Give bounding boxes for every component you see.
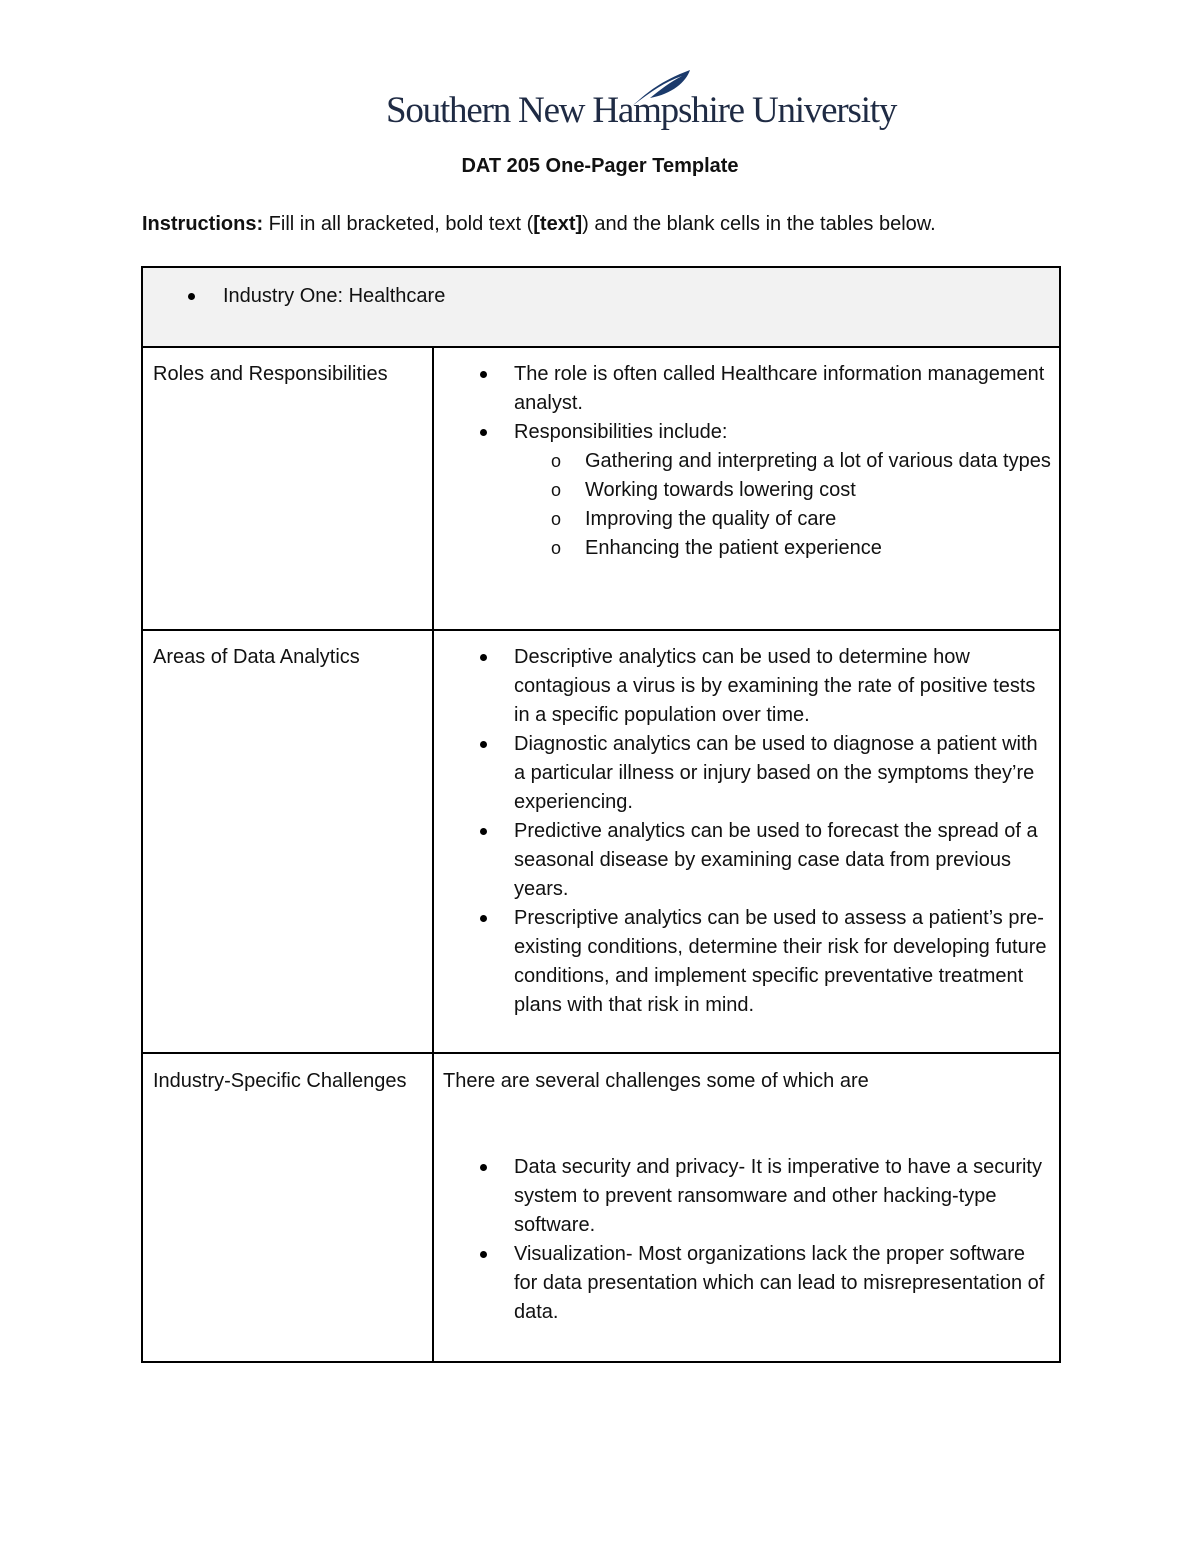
sub-list-item: o Enhancing the patient experience (514, 534, 1053, 563)
university-logo (386, 68, 897, 134)
document-title: DAT 205 One-Pager Template (461, 155, 739, 177)
challenges-intro: There are several challenges some of which are (443, 1070, 869, 1092)
instructions-post: ) and the blank cells in the tables below. (582, 213, 936, 235)
challenges-label: Industry-Specific Challenges (153, 1070, 407, 1092)
logo-wordmark: Southern New Hampshire University (386, 90, 897, 131)
list-item: Visualization- Most organizations lack the proper software for data presentation which can lead to misrepresentation of data. (443, 1240, 1053, 1327)
roles-content (443, 360, 1053, 563)
industry-heading-row (143, 268, 1059, 348)
row-divider (143, 1052, 1059, 1054)
list-item: Prescriptive analytics can be used to assess a patient’s pre-existing conditions, determine their risk for developing future conditions, and implement specific preventative treatment plans with that risk in mind. (443, 904, 1053, 1020)
instructions (142, 213, 936, 236)
industry-table (141, 266, 1061, 1363)
list-item (443, 418, 1053, 563)
instructions-token: [text] (533, 213, 583, 235)
list-item: Data security and privacy- It is imperative to have a security system to prevent ransomware and other hacking-type software. (443, 1153, 1053, 1240)
industry-heading: Industry One: Healthcare (143, 282, 445, 311)
list-item: The role is often called Healthcare information management analyst. (443, 360, 1053, 418)
sub-list-item: o Gathering and interpreting a lot of various data types (514, 447, 1053, 476)
roles-label: Roles and Responsibilities (153, 363, 388, 385)
sub-list-item: o Working towards lowering cost (514, 476, 1053, 505)
analytics-label: Areas of Data Analytics (153, 646, 360, 668)
list-item: Descriptive analytics can be used to determine how contagious a virus is by examining the rate of positive tests in a specific population over time. (443, 643, 1053, 730)
list-item: Predictive analytics can be used to forecast the spread of a seasonal disease by examining case data from previous years. (443, 817, 1053, 904)
instructions-lead: Instructions: (142, 213, 264, 235)
instructions-pre: Fill in all bracketed, bold text ( (263, 213, 534, 235)
row-divider (143, 629, 1059, 631)
column-divider (432, 348, 434, 1361)
analytics-content (443, 643, 1053, 1020)
list-item: Diagnostic analytics can be used to diagnose a patient with a particular illness or injury based on the symptoms they’re experiencing. (443, 730, 1053, 817)
sub-list-item: o Improving the quality of care (514, 505, 1053, 534)
list-item-label: Responsibilities include: (514, 421, 728, 443)
challenges-content (443, 1153, 1053, 1327)
